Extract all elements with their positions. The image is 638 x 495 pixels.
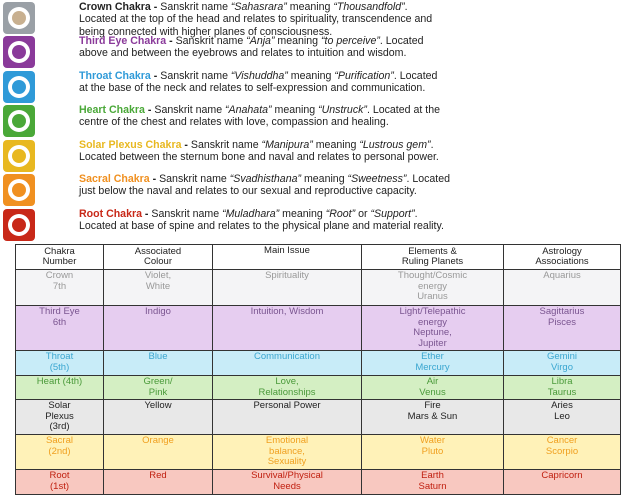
astrology-cell: Cancer Scorpio bbox=[504, 435, 621, 470]
chakra-row bbox=[0, 104, 638, 138]
chakra-name: Throat Chakra bbox=[79, 70, 151, 82]
main-issue-cell: Love, Relationships bbox=[213, 376, 362, 400]
table-row bbox=[16, 470, 621, 495]
chakra-number-cell: Sacral (2nd) bbox=[16, 435, 104, 470]
chakra-number-cell: Solar Plexus (3rd) bbox=[16, 400, 104, 435]
main-issue-cell: Survival/Physical Needs bbox=[213, 470, 362, 495]
main-issue-cell: Personal Power bbox=[213, 400, 362, 435]
astrology-cell: Capricorn bbox=[504, 470, 621, 495]
chakra-row bbox=[0, 35, 638, 69]
chakra-row bbox=[0, 139, 638, 173]
chakra-name: Root Chakra bbox=[79, 208, 142, 220]
header-astrology: Astrology Associations bbox=[504, 245, 621, 270]
table-row bbox=[16, 400, 621, 435]
chakra-description: Root Chakra - Sanskrit name “Muladhara” meaning “Root” or “Support”. Located at base of spine and relates to the physical plane and material reality. bbox=[79, 208, 444, 233]
chakra-symbol-icon bbox=[3, 2, 35, 34]
main-issue-cell: Emotional balance, Sexuality bbox=[213, 435, 362, 470]
table-row bbox=[16, 270, 621, 306]
chakra-name: Sacral Chakra bbox=[79, 173, 150, 185]
chakra-description: Throat Chakra - Sanskrit name “Vishuddha” meaning “Purification”. Located at the base of the neck and relates to self-expression and communication. bbox=[79, 70, 438, 95]
chakra-row bbox=[0, 208, 638, 242]
header-associated-colour: Associated Colour bbox=[104, 245, 213, 270]
table-row bbox=[16, 306, 621, 351]
chakra-description: Third Eye Chakra - Sanskrit name “Anja” meaning “to perceive”. Located above and between the eyebrows and relates to intuition and wisdom. bbox=[79, 35, 424, 60]
elements-planets-cell: Light/Telepathic energy Neptune, Jupiter bbox=[362, 306, 504, 351]
table-row bbox=[16, 376, 621, 400]
table-row bbox=[16, 435, 621, 470]
colour-cell: Red bbox=[104, 470, 213, 495]
chakra-symbol-icon bbox=[3, 140, 35, 172]
colour-cell: Orange bbox=[104, 435, 213, 470]
table-row bbox=[16, 351, 621, 376]
main-issue-cell: Intuition, Wisdom bbox=[213, 306, 362, 351]
chakra-number-cell: Heart (4th) bbox=[16, 376, 104, 400]
chakra-symbol-icon bbox=[3, 209, 35, 241]
chakra-row bbox=[0, 70, 638, 104]
chakra-table bbox=[15, 244, 621, 495]
chakra-number-cell: Third Eye 6th bbox=[16, 306, 104, 351]
main-issue-cell: Communication bbox=[213, 351, 362, 376]
chakra-row bbox=[0, 1, 638, 38]
main-issue-cell: Spirituality bbox=[213, 270, 362, 306]
chakra-number-cell: Root (1st) bbox=[16, 470, 104, 495]
colour-cell: Indigo bbox=[104, 306, 213, 351]
astrology-cell: Aries Leo bbox=[504, 400, 621, 435]
chakra-description: Heart Chakra - Sanskrit name “Anahata” meaning “Unstruck”. Located at the centre of the chest and relates with love, compassion and healing. bbox=[79, 104, 440, 129]
header-main-issue: Main Issue bbox=[213, 245, 362, 270]
header-elements-planets: Elements & Ruling Planets bbox=[362, 245, 504, 270]
chakra-number-cell: Crown 7th bbox=[16, 270, 104, 306]
chakra-name: Heart Chakra bbox=[79, 104, 145, 116]
table-header-row bbox=[16, 245, 621, 270]
header-chakra-number: Chakra Number bbox=[16, 245, 104, 270]
elements-planets-cell: Water Pluto bbox=[362, 435, 504, 470]
chakra-description: Crown Chakra - Sanskrit name “Sahasrara” meaning “Thousandfold”. Located at the top of the head and relates to spirituality, transcendence and being connected with higher planes of consciousness. bbox=[79, 1, 433, 38]
chakra-number-cell: Throat (5th) bbox=[16, 351, 104, 376]
colour-cell: Green/ Pink bbox=[104, 376, 213, 400]
chakra-symbol-icon bbox=[3, 174, 35, 206]
elements-planets-cell: Air Venus bbox=[362, 376, 504, 400]
astrology-cell: Sagittarius Pisces bbox=[504, 306, 621, 351]
astrology-cell: Gemini Virgo bbox=[504, 351, 621, 376]
chakra-row bbox=[0, 173, 638, 207]
colour-cell: Blue bbox=[104, 351, 213, 376]
chakra-name: Third Eye Chakra bbox=[79, 35, 167, 47]
colour-cell: Yellow bbox=[104, 400, 213, 435]
chakra-name: Solar Plexus Chakra bbox=[79, 139, 182, 151]
astrology-cell: Libra Taurus bbox=[504, 376, 621, 400]
chakra-description: Sacral Chakra - Sanskrit name “Svadhisthana” meaning “Sweetness”. Located just below the naval and relates to our sexual and reproductive capacity. bbox=[79, 173, 451, 198]
colour-cell: Violet, White bbox=[104, 270, 213, 306]
chakra-symbol-icon bbox=[3, 105, 35, 137]
chakra-name: Crown Chakra bbox=[79, 1, 151, 13]
elements-planets-cell: Thought/Cosmic energy Uranus bbox=[362, 270, 504, 306]
chakra-description: Solar Plexus Chakra - Sanskrit name “Manipura” meaning “Lustrous gem”. Located between the sternum bone and naval and relates to personal power. bbox=[79, 139, 439, 164]
elements-planets-cell: Ether Mercury bbox=[362, 351, 504, 376]
elements-planets-cell: Earth Saturn bbox=[362, 470, 504, 495]
chakra-symbol-icon bbox=[3, 71, 35, 103]
chakra-symbol-icon bbox=[3, 36, 35, 68]
elements-planets-cell: Fire Mars & Sun bbox=[362, 400, 504, 435]
astrology-cell: Aquarius bbox=[504, 270, 621, 306]
